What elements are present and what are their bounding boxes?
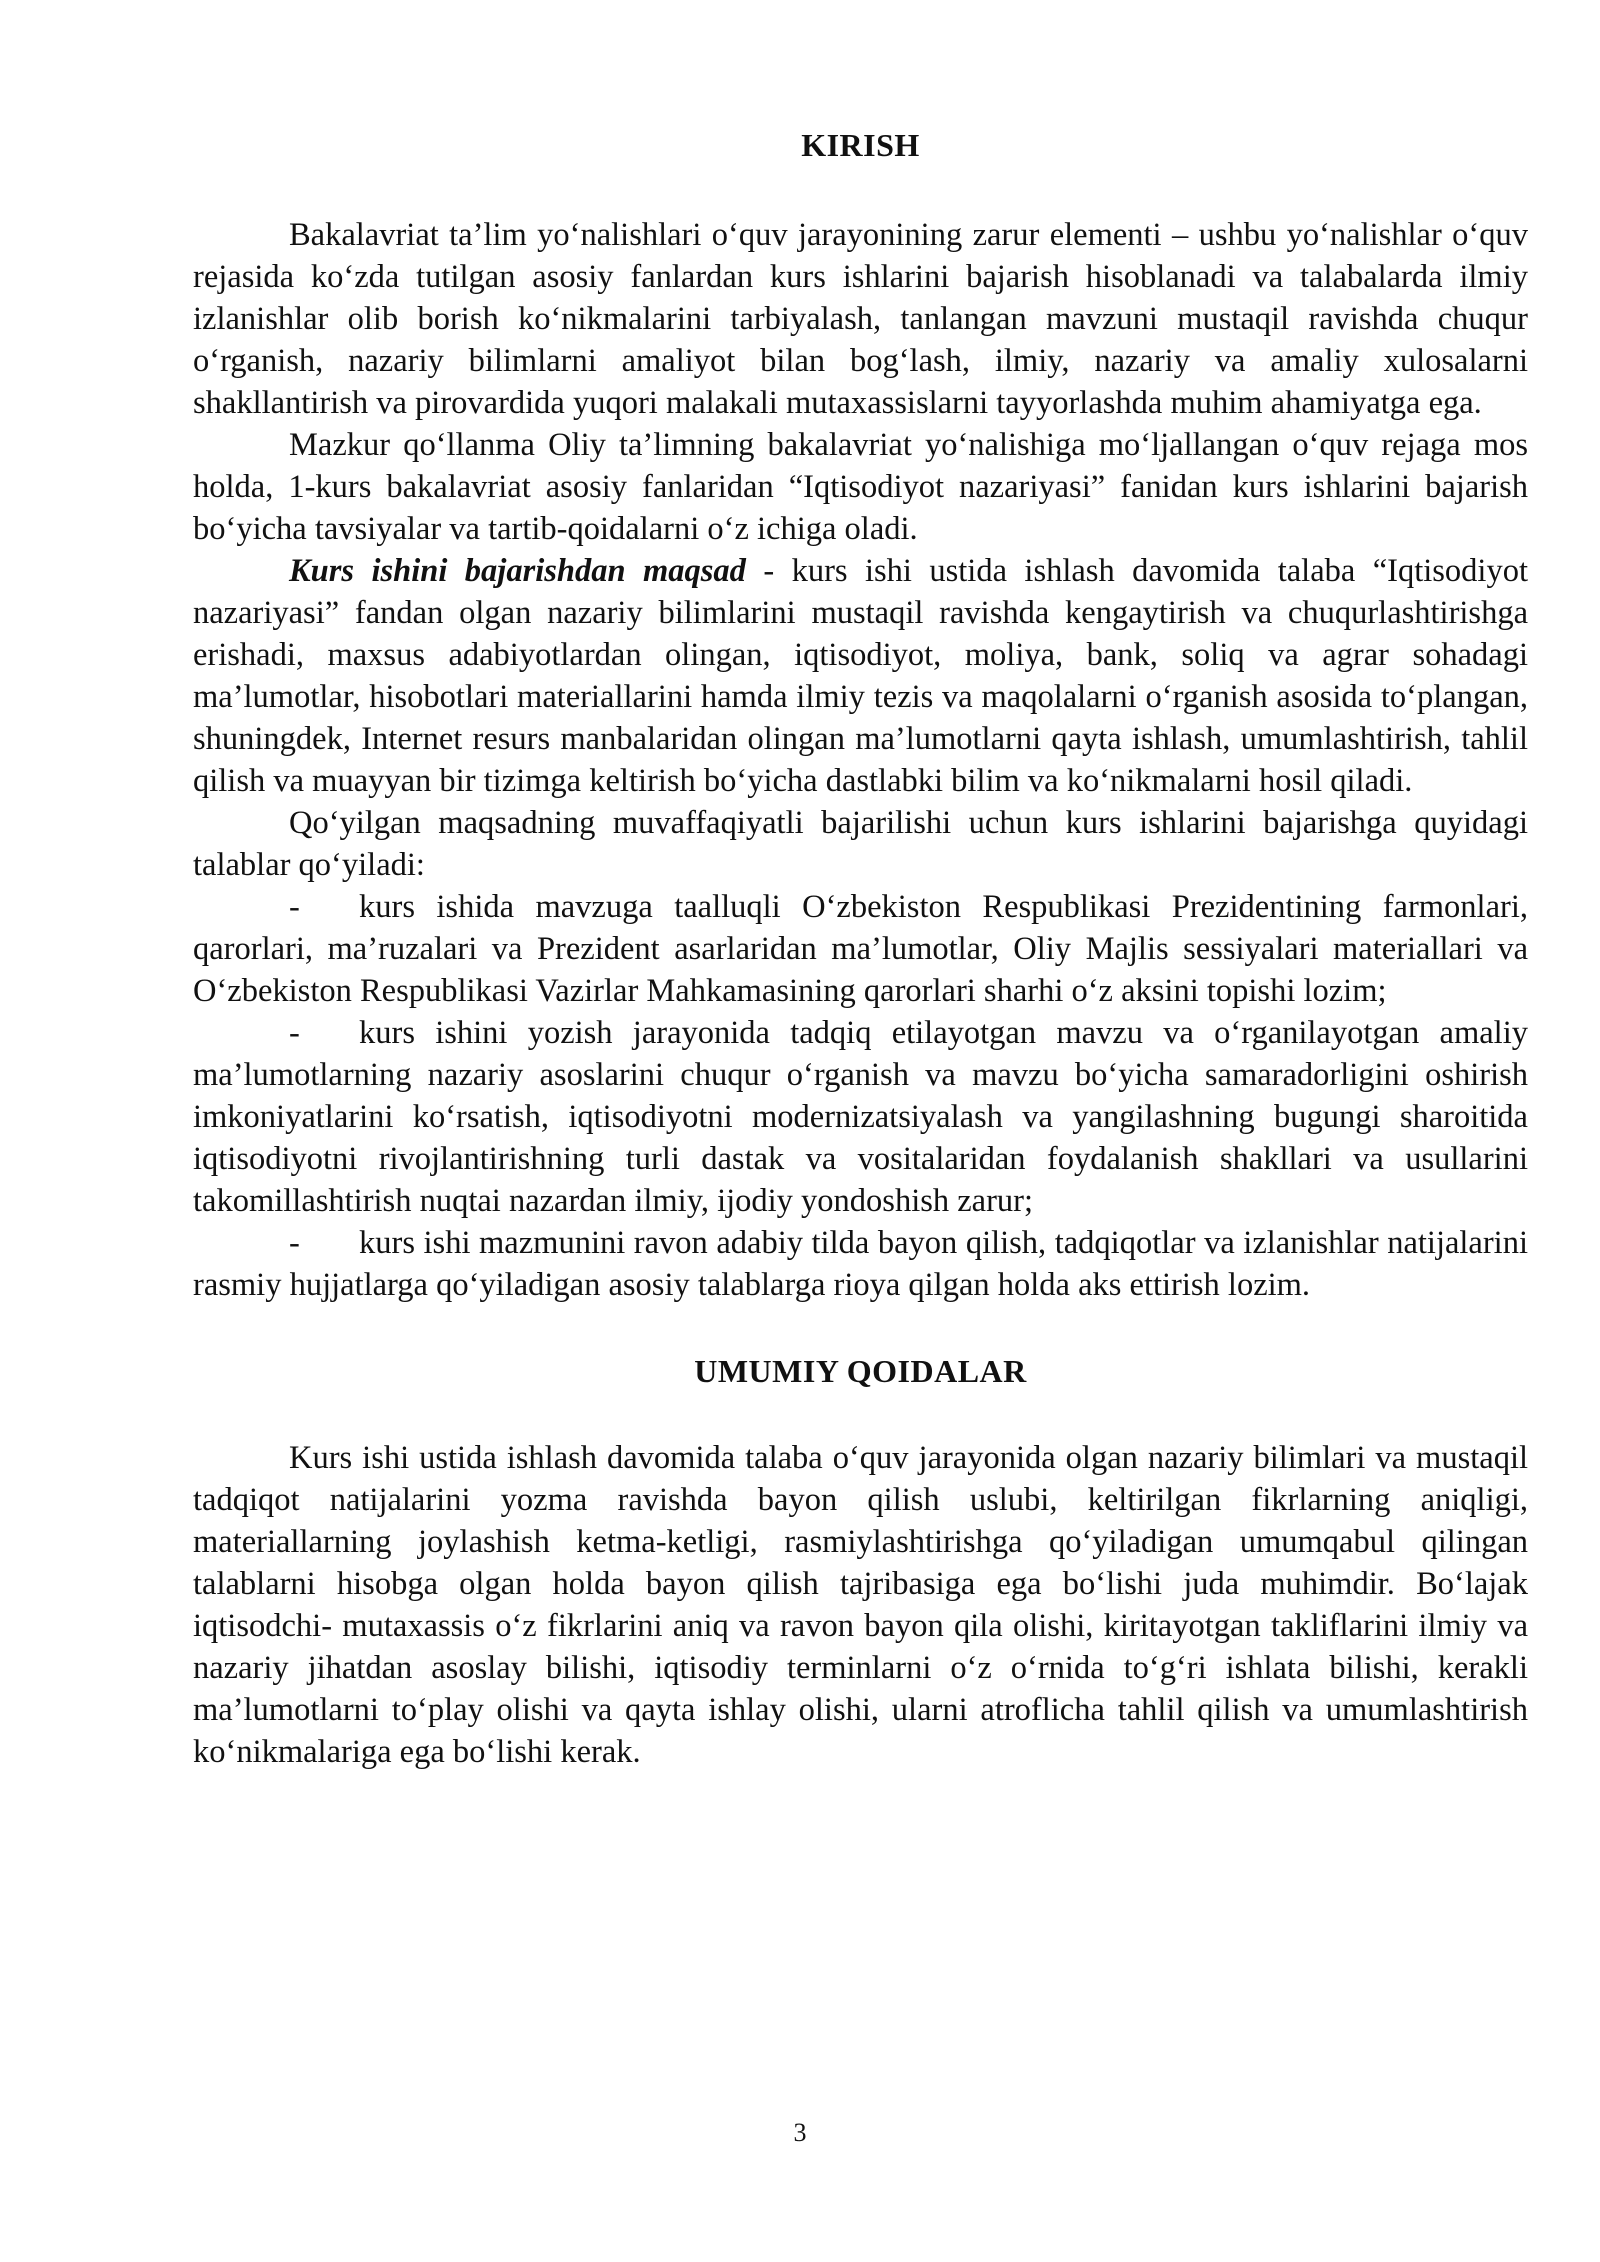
bullet-dash: - xyxy=(289,1225,300,1261)
requirement-text: kurs ishi mazmunini ravon adabiy tilda bayon qilish, tadqiqotlar va izlanishlar natijalarini rasmiy hujjatlarga qo‘yiladigan asosiy talablarga rioya qilgan holda aks ettirish lozim. xyxy=(193,1225,1528,1303)
section-heading-intro: KIRISH xyxy=(801,127,920,163)
requirement-item xyxy=(193,1012,1528,1222)
intro-paragraph-2: Mazkur qo‘llanma Oliy ta’limning bakalavriat yo‘nalishiga mo‘ljallangan o‘quv rejaga mos holda, 1-kurs bakalavriat asosiy fanlaridan “Iqtisodiyot nazariyasi” fanidan kurs ishlarini bajarish bo‘yicha tavsiyalar va tartib-qoidalarni o‘z ichiga oladi. xyxy=(193,427,1528,547)
page-number: 3 xyxy=(793,2118,807,2147)
requirements-intro-paragraph: Qo‘yilgan maqsadning muvaffaqiyatli bajarilishi uchun kurs ishlarini bajarishga quyidagi talablar qo‘yiladi: xyxy=(193,805,1528,883)
document-page xyxy=(193,124,1528,1773)
requirement-item xyxy=(193,886,1528,1012)
goal-body-text: - kurs ishi ustida ishlash davomida talaba “Iqtisodiyot nazariyasi” fandan olgan nazariy bilimlarini mustaqil ravishda kengaytirish va chuqurlashtirishga erishadi, maxsus adabiyotlardan olingan, iqtisodiyot, moliya, bank, soliq va agrar sohadagi ma’lumotlar, hisobotlari materiallarini hamda ilmiy tezis va maqolalarni o‘rganish asosida to‘plangan, shuningdek, Internet resurs manbalaridan olingan ma’lumotlarni qayta ishlash, umumlashtirish, tahlil qilish va muayyan bir tizimga keltirish bo‘yicha dastlabki bilim va ko‘nikmalarni hosil qiladi. xyxy=(193,553,1528,799)
requirement-item xyxy=(193,1222,1528,1306)
goal-paragraph xyxy=(193,550,1528,802)
bullet-dash: - xyxy=(289,1015,300,1051)
requirement-text: kurs ishida mavzuga taalluqli O‘zbekiston Respublikasi Prezidentining farmonlari, qarorlari, ma’ruzalari va Prezident asarlaridan ma’lumotlar, Oliy Majlis sessiyalari materiallari va O‘zbekiston Respublikasi Vazirlar Mahkamasining qarorlari sharhi o‘z aksini topishi lozim; xyxy=(193,889,1528,1009)
intro-paragraph-1: Bakalavriat ta’lim yo‘nalishlari o‘quv jarayonining zarur elementi – ushbu yo‘nalishlar o‘quv rejasida ko‘zda tutilgan asosiy fanlardan kurs ishlarini bajarish hisoblanadi va talabalarda ilmiy izlanishlar olib borish ko‘nikmalarini tarbiyalash, tanlangan mavzuni mustaqil ravishda chuqur o‘rganish, nazariy bilimlarni amaliyot bilan bog‘lash, ilmiy, nazariy va amaliy xulosalarni shakllantirish va pirovardida yuqori malakali mutaxassislarni tayyorlashda muhim ahamiyatga ega. xyxy=(193,217,1528,421)
general-rules-paragraph: Kurs ishi ustida ishlash davomida talaba o‘quv jarayonida olgan nazariy bilimlari va mustaqil tadqiqot natijalarini yozma ravishda bayon qilish uslubi, keltirilgan fikrlarning aniqligi, materiallarning joylashish ketma-ketligi, rasmiylashtirishga qo‘yiladigan umumqabul qilingan talablarni hisobga olgan holda bayon qilish tajribasiga ega bo‘lishi juda muhimdir. Bo‘lajak iqtisodchi- mutaxassis o‘z fikrlarini aniq va ravon bayon qila olishi, kiritayotgan takliflarini ilmiy va nazariy jihatdan asoslay bilishi, iqtisodiy terminlarni o‘z o‘rnida to‘g‘ri ishlata bilishi, kerakli ma’lumotlarni to‘play olishi va qayta ishlay olishi, ularni atroflicha tahlil qilish va umumlashtirish ko‘nikmalariga ega bo‘lishi kerak. xyxy=(193,1440,1528,1770)
bullet-dash: - xyxy=(289,889,300,925)
requirement-text: kurs ishini yozish jarayonida tadqiq etilayotgan mavzu va o‘rganilayotgan amaliy ma’lumotlarning nazariy asoslarini chuqur o‘rganish va mavzu bo‘yicha samaradorligini oshirish imkoniyatlarini ko‘rsatish, iqtisodiyotni modernizatsiyalash va yangilashning bugungi sharoitida iqtisodiyotni rivojlantirishning turli dastak va vositalaridan foydalanish shakllari va usullarini takomillashtirish nuqtai nazardan ilmiy, ijodiy yondoshish zarur; xyxy=(193,1015,1528,1219)
goal-lead-text: Kurs ishini bajarishdan maqsad xyxy=(289,553,746,589)
section-heading-general-rules: UMUMIY QOIDALAR xyxy=(694,1353,1027,1389)
